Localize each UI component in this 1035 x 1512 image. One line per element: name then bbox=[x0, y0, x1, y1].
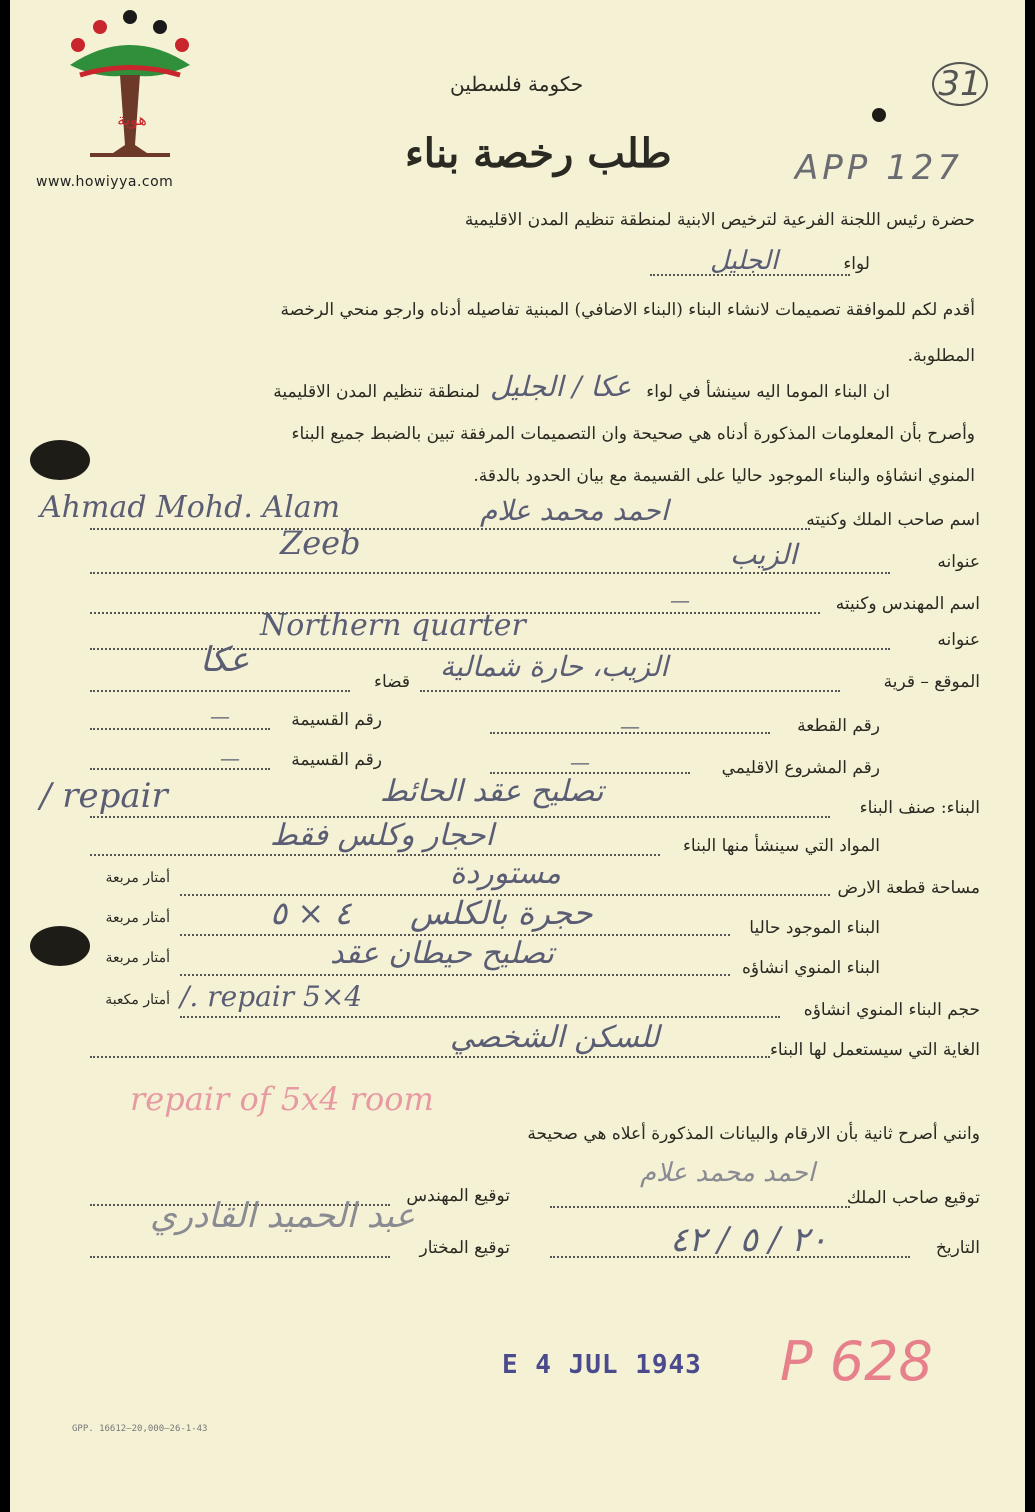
intro-line-2: المطلوبة. bbox=[907, 346, 975, 366]
location-label: الموقع – قرية bbox=[883, 672, 980, 692]
addressee-line: حضرة رئيس اللجنة الفرعية لترخيص الابنية لمنطقة تنظيم المدن الاقليمية bbox=[464, 210, 975, 230]
date-label: التاريخ bbox=[935, 1238, 980, 1258]
existing-value: حجرة بالكلس bbox=[410, 894, 593, 932]
mukhtar-signature: عبد الحميد القادري bbox=[150, 1196, 416, 1236]
engineer-address-english: Northern quarter bbox=[260, 608, 526, 643]
dotted-line bbox=[90, 854, 660, 856]
dotted-line bbox=[420, 690, 840, 692]
intro-line-3-value: عكا / الجليل bbox=[490, 370, 632, 403]
scheme-value: — bbox=[570, 750, 590, 774]
parcel-value: — bbox=[620, 714, 640, 738]
intro-line-3b: لمنطقة تنظيم المدن الاقليمية bbox=[273, 382, 480, 402]
red-pencil-note: repair of 5x4 room bbox=[130, 1080, 434, 1118]
building-type-english: / repair bbox=[40, 776, 168, 816]
plot-label: رقم القسيمة bbox=[291, 710, 382, 730]
svg-text:هوية: هوية bbox=[117, 110, 147, 129]
engineer-address-label: عنوانه bbox=[937, 630, 980, 650]
existing-label: البناء الموجود حاليا bbox=[749, 918, 880, 938]
ink-blot bbox=[872, 108, 886, 122]
materials-value: احجار وكلس فقط bbox=[270, 818, 494, 853]
dotted-line bbox=[650, 274, 850, 276]
form-title: طلب رخصة بناء bbox=[405, 130, 672, 177]
ink-blot bbox=[30, 440, 90, 480]
website-url: www.howiyya.com bbox=[36, 174, 174, 190]
dotted-line bbox=[90, 528, 810, 530]
engineer-signature-label: توقيع المهندس bbox=[406, 1186, 510, 1206]
owner-label: اسم صاحب الملك وكنيته bbox=[806, 510, 980, 530]
printer-code: GPP. 16612—20,000—26-1-43 bbox=[72, 1424, 208, 1434]
page-mark: P 628 bbox=[780, 1330, 933, 1393]
intro-line-4: وأصرح بأن المعلومات المذكورة أدناه هي صحيحة وان التصميمات المرفقة تبين بالضبط جميع البناء bbox=[291, 424, 975, 444]
owner-name-english: Ahmad Mohd. Alam bbox=[40, 490, 341, 525]
dotted-line bbox=[180, 1016, 780, 1018]
dotted-line bbox=[90, 728, 270, 730]
district-value: الجليل bbox=[710, 246, 779, 276]
intro-line-3a: ان البناء الموما اليه سينشأ في لواء bbox=[646, 382, 890, 402]
purpose-label: الغاية التي سيستعمل لها البناء bbox=[769, 1040, 980, 1060]
address-english: Zeeb bbox=[280, 524, 361, 562]
land-area-label: مساحة قطعة الارض bbox=[837, 878, 980, 898]
owner-signature: احمد محمد علام bbox=[640, 1158, 816, 1188]
owner-signature-label: توقيع صاحب الملك bbox=[846, 1188, 980, 1208]
materials-label: المواد التي سينشأ منها البناء bbox=[682, 836, 880, 856]
declaration: وانني أصرح ثانية بأن الارقام والبيانات المذكورة أعلاه هي صحيحة bbox=[527, 1124, 980, 1144]
application-number: APP 127 bbox=[795, 148, 963, 188]
government-heading: حكومة فلسطين bbox=[450, 72, 584, 96]
dotted-line bbox=[90, 1056, 770, 1058]
dotted-line bbox=[180, 974, 730, 976]
proposed-value: تصليح حيطان عقد bbox=[330, 936, 554, 971]
howiyya-logo bbox=[50, 5, 210, 170]
existing-unit: أمتار مربعة bbox=[105, 910, 170, 926]
parcel-label: رقم القطعة bbox=[797, 716, 880, 736]
dotted-line bbox=[90, 572, 890, 574]
mukhtar-signature-label: توقيع المختار bbox=[419, 1238, 510, 1258]
district-label: لواء bbox=[843, 254, 870, 274]
intro-line-5: المنوي انشاؤه والبناء الموجود حاليا على القسيمة مع بيان الحدود بالدقة. bbox=[473, 466, 975, 486]
volume-unit: أمتار مكعبة bbox=[105, 992, 170, 1008]
engineer-value: — bbox=[670, 588, 690, 612]
location-value: الزيب، حارة شمالية bbox=[440, 650, 669, 683]
building-type-label: البناء: صنف البناء bbox=[859, 798, 980, 818]
page-number-circle: 31 bbox=[932, 62, 988, 106]
dotted-line bbox=[550, 1206, 850, 1208]
plot-value: — bbox=[210, 704, 230, 728]
address-label: عنوانه bbox=[937, 552, 980, 572]
dotted-line bbox=[90, 1256, 390, 1258]
dotted-line bbox=[90, 690, 350, 692]
volume-value: /. repair 5×4 bbox=[180, 980, 363, 1013]
engineer-label: اسم المهندس وكنيته bbox=[835, 594, 980, 614]
plot2-value: — bbox=[220, 746, 240, 770]
land-area-unit: أمتار مربعة bbox=[105, 870, 170, 886]
document-page bbox=[10, 0, 1025, 1512]
proposed-unit: أمتار مربعة bbox=[105, 950, 170, 966]
land-area-value: مستوردة bbox=[450, 856, 561, 891]
date-stamp: E 4 JUL 1943 bbox=[502, 1350, 702, 1380]
existing-dimensions: ٤ × ٥ bbox=[270, 894, 352, 932]
purpose-value: للسكن الشخصي bbox=[450, 1020, 660, 1055]
intro-line-1: أقدم لكم للموافقة تصميمات لانشاء البناء (البناء الاضافي) المبنية تفاصيله أدناه وارجو منحي الرخصة bbox=[280, 300, 975, 320]
district2-value: عكا bbox=[200, 640, 250, 680]
district2-label: قضاء bbox=[373, 672, 410, 692]
address-arabic: الزيب bbox=[730, 538, 798, 571]
date-value: ٢٠ / ٥ / ٤٢ bbox=[670, 1220, 828, 1260]
plot2-label: رقم القسيمة bbox=[291, 750, 382, 770]
dotted-line bbox=[90, 768, 270, 770]
scheme-label: رقم المشروع الاقليمي bbox=[721, 758, 880, 778]
volume-label: حجم البناء المنوي انشاؤه bbox=[803, 1000, 980, 1020]
proposed-label: البناء المنوي انشاؤه bbox=[741, 958, 880, 978]
building-type-arabic: تصليح عقد الحائط bbox=[380, 774, 604, 809]
owner-name-arabic: احمد محمد علام bbox=[480, 494, 669, 527]
